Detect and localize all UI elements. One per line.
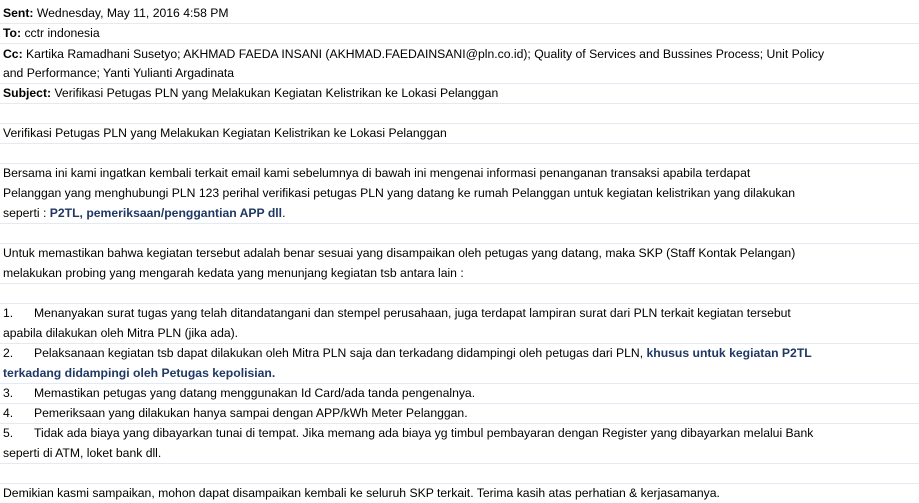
cc-row (0, 44, 919, 84)
p2-line2: melakukan probing yang mengarah kedata yang menunjang kegiatan tsb antara lain : (3, 266, 464, 280)
p1-highlight: P2TL, pemeriksaan/penggantian APP dll (49, 206, 283, 220)
list-item-text: Memastikan petugas yang datang menggunakan Id Card/ada tanda pengenalnya. (34, 386, 476, 400)
p1-line1: Bersama ini kami ingatkan kembali terkait email kami sebelumnya di bawah ini mengenai informasi penanganan transaksi apabila terdapat (3, 166, 751, 180)
list-item-highlight: khusus untuk kegiatan P2TL (646, 346, 812, 360)
blank-row (0, 224, 919, 244)
list-item-number: 4. (3, 406, 14, 420)
to-label: To: (3, 26, 22, 40)
list-item-number: 2. (3, 346, 14, 360)
list-item-number: 5. (3, 426, 14, 440)
cc-value-line1: Kartika Ramadhani Susetyo; AKHMAD FAEDA INSANI (AKHMAD.FAEDAINSANI@pln.co.id); Quality of Services and Bussines Process; Unit Policy (26, 47, 825, 61)
list-item-text: Menanyakan surat tugas yang telah ditandatangani dan stempel perusahaan, juga terdapat lampiran surat dari PLN terkait kegiatan tersebut (34, 306, 791, 320)
to-value: cctr indonesia (24, 26, 100, 40)
list-item (0, 424, 919, 464)
p2-line1: Untuk memastikan bahwa kegiatan tersebut adalah benar sesuai yang disampaikan oleh petugas yang datang, maka SKP (Staff Kontak Pelangan) (3, 246, 796, 260)
subject-label: Subject: (3, 86, 52, 100)
closing-text: Demikian kasmi sampaikan, mohon dapat disampaikan kembali ke seluruh SKP terkait. Terima kasih atas perhatian & kerjasamanya. (3, 486, 720, 500)
body-title: Verifikasi Petugas PLN yang Melakukan Kegiatan Kelistrikan ke Lokasi Pelanggan (3, 126, 447, 140)
subject-row (0, 84, 919, 104)
blank-row (0, 104, 919, 124)
to-row (0, 24, 919, 44)
body-title-row (0, 124, 919, 144)
list-item-highlight: terkadang didampingi oleh Petugas kepolisian. (3, 366, 276, 380)
list-item-text: apabila dilakukan oleh Mitra PLN (jika ada). (3, 326, 239, 340)
list-item (0, 404, 919, 424)
sent-value: Wednesday, May 11, 2016 4:58 PM (36, 6, 229, 20)
cc-label: Cc: (3, 47, 23, 61)
list-item (0, 384, 919, 404)
list-item-text: seperti di ATM, loket bank dll. (3, 446, 162, 460)
list-item-text: Pemeriksaan yang dilakukan hanya sampai dengan APP/kWh Meter Pelanggan. (34, 406, 468, 420)
list-item-number: 3. (3, 386, 14, 400)
sent-row (0, 3, 919, 24)
blank-row (0, 464, 919, 484)
cc-value-line2: and Performance; Yanti Yulianti Argadinata (3, 66, 235, 80)
closing-row (0, 484, 919, 503)
list-item (0, 304, 919, 344)
p1-line3-suffix: . (282, 206, 286, 220)
list-item (0, 344, 919, 384)
list-item-text: Tidak ada biaya yang dibayarkan tunai di tempat. Jika memang ada biaya yg timbul pembayaran dengan Register yang dibayarkan melalui Bank (34, 426, 814, 440)
paragraph-2 (0, 244, 919, 284)
list-item-text: Pelaksanaan kegiatan tsb dapat dilakukan oleh Mitra PLN saja dan terkadang didampingi oleh petugas dari PLN, (34, 346, 647, 360)
blank-row (0, 284, 919, 304)
paragraph-1 (0, 164, 919, 224)
p1-line2: Pelanggan yang menghubungi PLN 123 perihal verifikasi petugas PLN yang datang ke rumah Pelanggan untuk kegiatan kelistrikan yang dilakukan (3, 186, 796, 200)
subject-value: Verifikasi Petugas PLN yang Melakukan Kegiatan Kelistrikan ke Lokasi Pelanggan (54, 86, 499, 100)
sent-label: Sent: (3, 6, 34, 20)
p1-line3-prefix: seperti : (3, 206, 50, 220)
list-item-number: 1. (3, 306, 14, 320)
blank-row (0, 144, 919, 164)
